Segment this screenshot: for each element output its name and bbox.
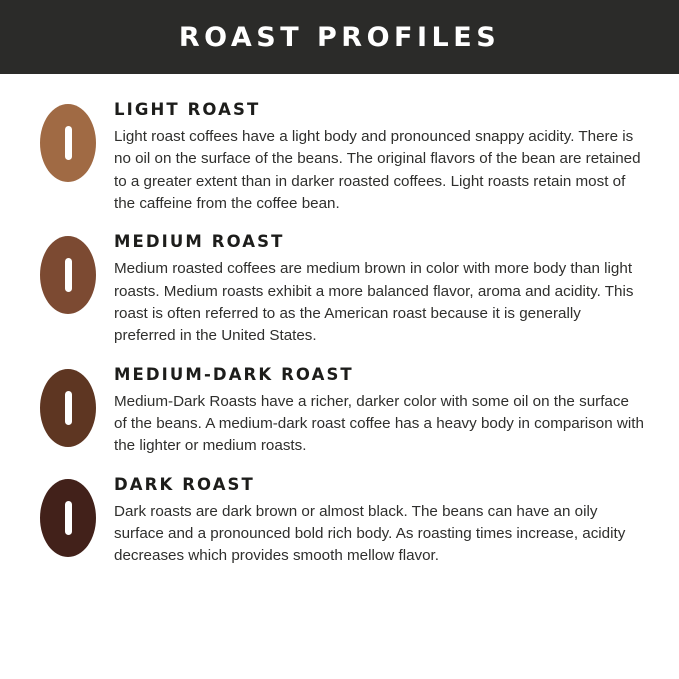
roast-text-cell: [114, 232, 657, 347]
roast-list: [0, 74, 679, 568]
coffee-bean-icon: [40, 104, 96, 182]
roast-text-cell: [114, 475, 657, 568]
roast-text-cell: [114, 365, 657, 458]
roast-name: MEDIUM-DARK ROAST: [114, 364, 354, 384]
roast-description: Medium-Dark Roasts have a richer, darker color with some oil on the surface of the beans. A medium-dark roast coffee has a heavy body in comparison with the lighter or medium roasts.: [114, 392, 644, 455]
bean-icon-cell: [22, 365, 114, 447]
bean-crease: [65, 501, 72, 535]
roast-name: LIGHT ROAST: [114, 100, 261, 119]
coffee-bean-icon: [40, 479, 96, 557]
list-item: [22, 475, 657, 568]
header-bar: [0, 0, 679, 74]
bean-crease: [65, 391, 72, 425]
coffee-bean-icon: [40, 236, 96, 314]
bean-icon-cell: [22, 232, 114, 314]
roast-text-cell: [114, 100, 657, 215]
roast-description: Light roast coffees have a light body and pronounced snappy acidity. There is no oil on the surface of the beans. The original flavors of the bean are retained to a greater extent than in darker roasted coffees. Light roasts retain most of the caffeine from the coffee bean.: [114, 128, 641, 213]
roast-description: Dark roasts are dark brown or almost black. The beans can have an oily surface and a pronounced bold rich body. As roasting times increase, acidity decreases which provides smooth mellow flavor.: [114, 502, 626, 565]
roast-name: MEDIUM ROAST: [114, 232, 285, 252]
bean-icon-cell: [22, 100, 114, 182]
coffee-bean-icon: [40, 369, 96, 447]
page-title: ROAST PROFILES: [178, 21, 501, 53]
list-item: [22, 232, 657, 347]
bean-crease: [65, 258, 72, 292]
bean-crease: [65, 126, 72, 160]
bean-icon-cell: [22, 475, 114, 557]
list-item: [22, 365, 657, 458]
list-item: [22, 100, 657, 215]
roast-description: Medium roasted coffees are medium brown in color with more body than light roasts. Medium roasts exhibit a more balanced flavor, aroma and acidity. This roast is often referred to as the American roast because it is generally preferred in the United States.: [114, 260, 634, 345]
roast-name: DARK ROAST: [114, 474, 255, 494]
